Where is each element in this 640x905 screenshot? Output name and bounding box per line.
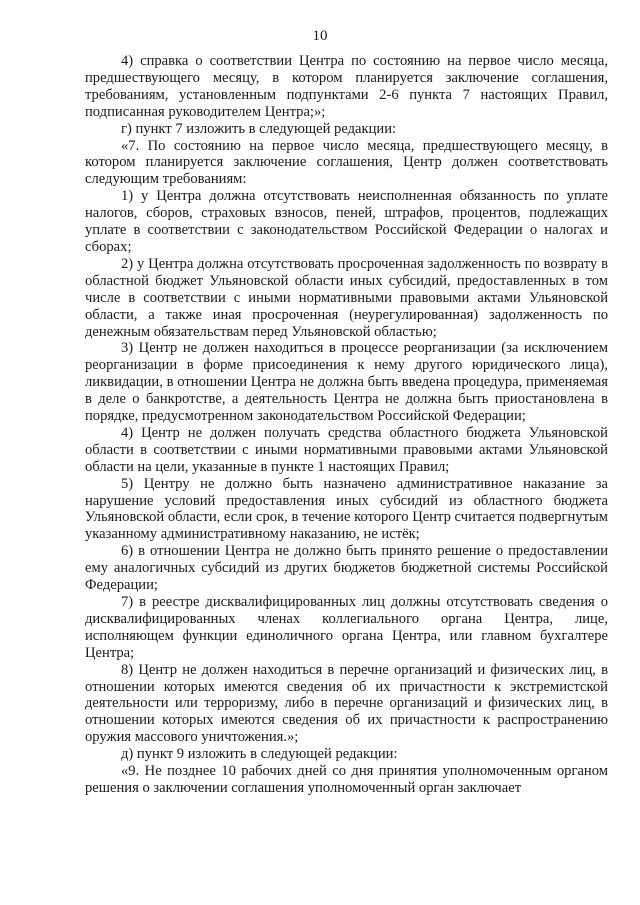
paragraph-requirement-5: 5) Центру не должно быть назначено административное наказание за нарушение условий предоставления иных субсидий из областного бюджета Ульяновской области, если срок, в течение которого Центр считается подвергнутым указанному административному наказанию, не истёк; xyxy=(85,475,608,543)
paragraph-requirement-3: 3) Центр не должен находиться в процессе реорганизации (за исключением реорганизации в форме присоединения к нему другого юридического лица), ликвидации, в отношении Центра не должна быть введена процедура, применяемая в деле о банкротстве, а деятельность Центра не должна быть приостановлена в порядке, предусмотренном законодательством Российской Федерации; xyxy=(85,340,608,425)
document-body xyxy=(85,53,608,797)
paragraph-9-start: «9. Не позднее 10 рабочих дней со дня принятия уполномоченным органом решения о заключении соглашения уполномоченный орган заключает xyxy=(85,763,608,796)
page-number: 10 xyxy=(312,28,328,44)
paragraph-4-certificate: 4) справка о соответствии Центра по состоянию на первое число месяца, предшествующего месяцу, в котором планируется заключение соглашения, требованиям, установленным подпунктами 2-6 пункта 7 настоящих Правил, подписанная руководителем Центра;»; xyxy=(85,53,608,120)
paragraph-requirement-4: 4) Центр не должен получать средства областного бюджета Ульяновской области в соответствии с иными нормативными правовыми актами Ульяновской области на цели, указанные в пункте 1 настоящих Правил; xyxy=(85,424,608,475)
paragraph-requirement-1: 1) у Центра должна отсутствовать неисполненная обязанность по уплате налогов, сборов, страховых взносов, пеней, штрафов, процентов, подлежащих уплате в соответствии с законодательством Российской Федерации о налогах и сборах; xyxy=(85,188,608,255)
paragraph-requirement-7: 7) в реестре дисквалифицированных лиц должны отсутствовать сведения о дисквалифицированных членах коллегиального органа Центра, лице, исполняющем функции единоличного органа Центра, или главном бухгалтере Центра; xyxy=(85,594,608,661)
paragraph-requirement-2: 2) у Центра должна отсутствовать просроченная задолженность по возврату в областной бюджет Ульяновской области иных субсидий, предоставленных в том числе в соответствии с иными нормативными правовыми актами Ульяновской области, а также иная просроченная (неурегулированная) задолженность по денежным обязательствам перед Ульяновской областью; xyxy=(85,255,608,340)
paragraph-g-point-7: г) пункт 7 изложить в следующей редакции: xyxy=(121,120,397,137)
paragraph-d-point-9: д) пункт 9 изложить в следующей редакции: xyxy=(121,746,398,763)
paragraph-requirement-6: 6) в отношении Центра не должно быть принято решение о предоставлении ему аналогичных субсидий из других бюджетов бюджетной системы Российской Федерации; xyxy=(85,543,608,594)
paragraph-requirement-8: 8) Центр не должен находиться в перечне организаций и физических лиц, в отношении которых имеются сведения об их причастности к экстремистской деятельности или терроризму, либо в перечне организаций и физических лиц, в отношении которых имеются сведения об их причастности к распространению оружия массового уничтожения.»; xyxy=(85,661,608,746)
paragraph-7-intro: «7. По состоянию на первое число месяца, предшествующего месяцу, в котором планируется заключение соглашения, Центр должен соответствовать следующим требованиям: xyxy=(85,137,608,188)
